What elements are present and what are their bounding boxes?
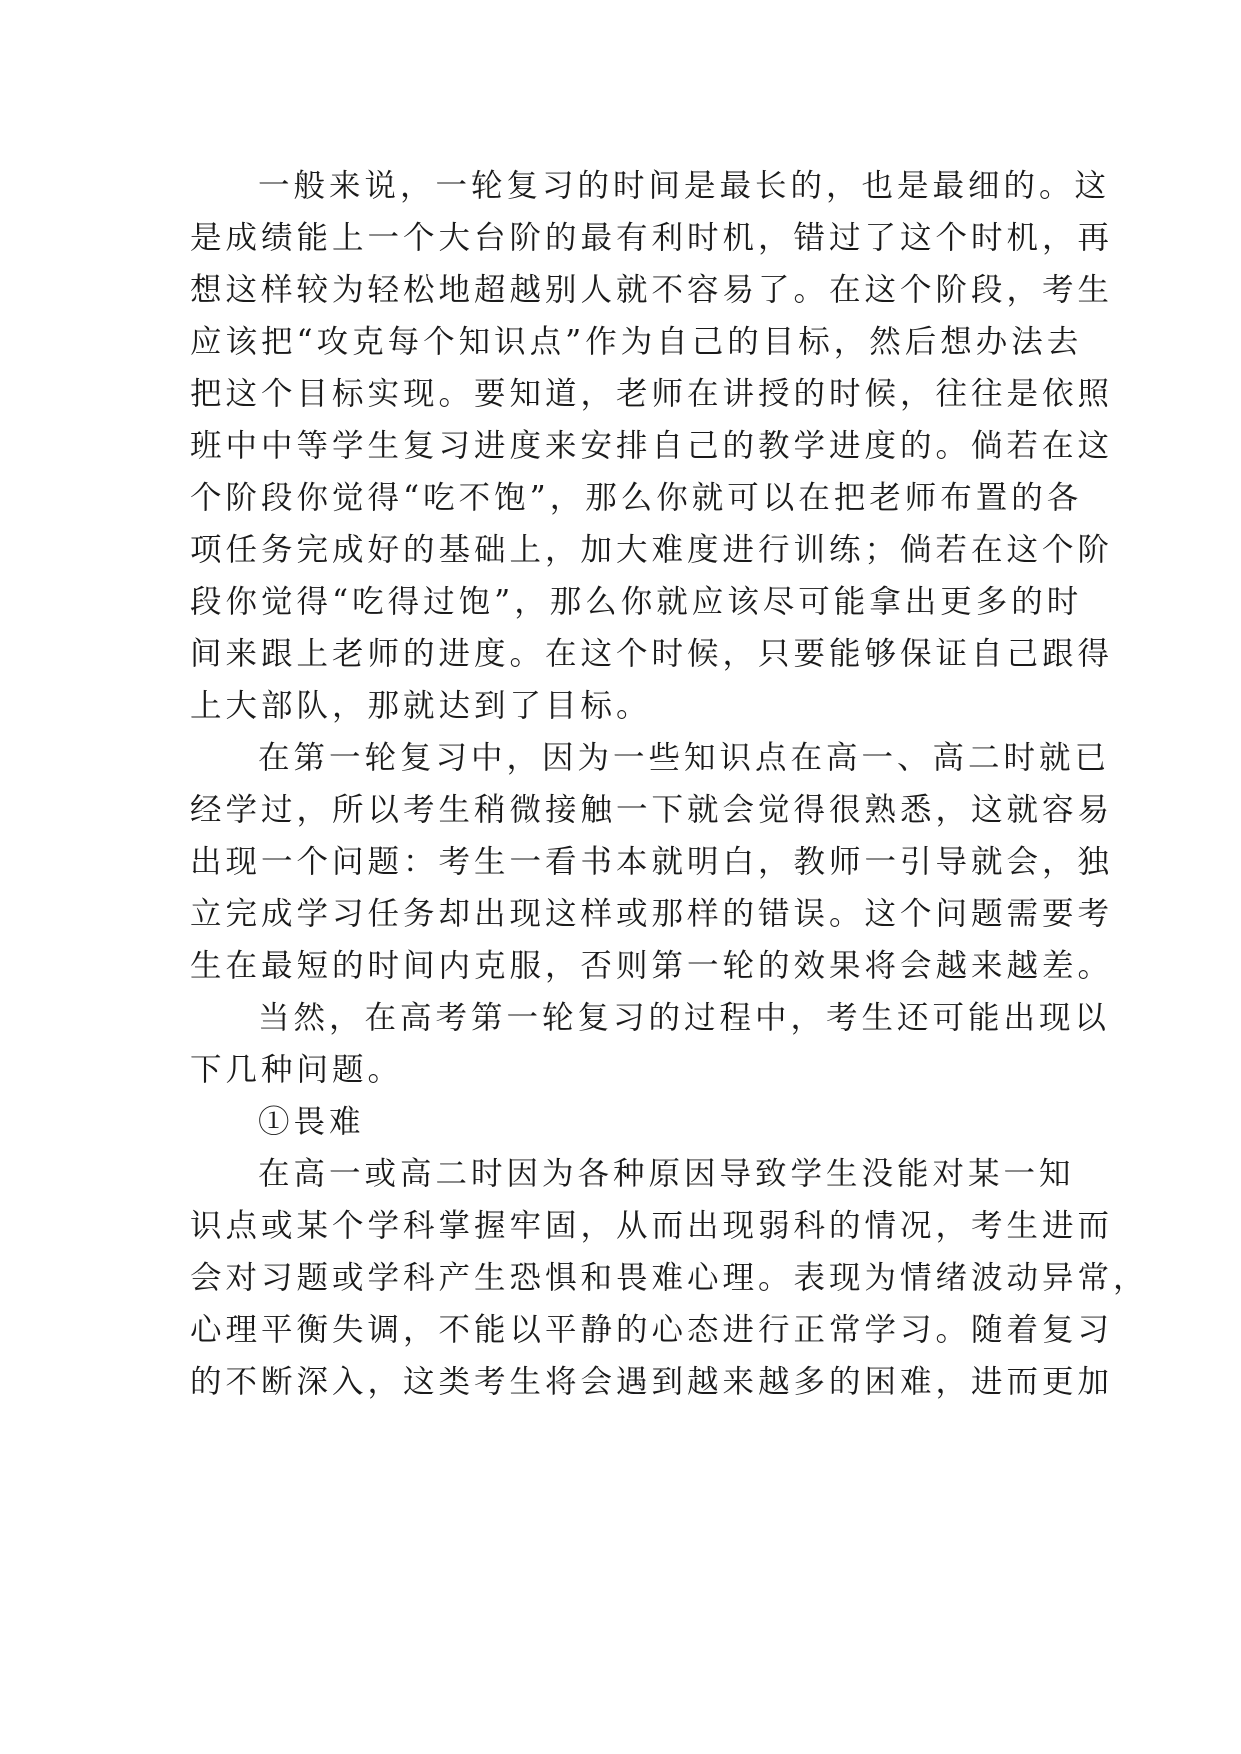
text-line: 经学过，所以考生稍微接触一下就会觉得很熟悉，这就容易 — [190, 792, 1114, 828]
text-line: 识点或某个学科掌握牢固，从而出现弱科的情况，考生进而 — [190, 1208, 1114, 1244]
body-text — [190, 160, 1149, 1408]
text-line: 上大部队，那就达到了目标。 — [190, 688, 652, 724]
text-line: 一般来说，一轮复习的时间是最长的，也是最细的。这 — [258, 168, 1111, 204]
text-line: 项任务完成好的基础上，加大难度进行训练；倘若在这个阶 — [190, 532, 1114, 568]
text-line: 想这样较为轻松地超越别人就不容易了。在这个阶段，考生 — [190, 272, 1114, 308]
text-line: 是成绩能上一个大台阶的最有利时机，错过了这个时机，再 — [190, 220, 1114, 256]
text-line: 段你觉得“吃得过饱”，那么你就应该尽可能拿出更多的时 — [190, 584, 1083, 620]
text-line: 应该把“攻克每个知识点”作为自己的目标，然后想办法去 — [190, 324, 1083, 360]
text-line: ①畏难 — [258, 1104, 365, 1140]
text-line: 会对习题或学科产生恐惧和畏难心理。表现为情绪波动异常， — [190, 1260, 1149, 1296]
text-line: 出现一个问题：考生一看书本就明白，教师一引导就会，独 — [190, 844, 1114, 880]
text-line: 班中中等学生复习进度来安排自己的教学进度的。倘若在这 — [190, 428, 1114, 464]
text-line: 当然，在高考第一轮复习的过程中，考生还可能出现以 — [258, 1000, 1111, 1036]
text-line: 的不断深入，这类考生将会遇到越来越多的困难，进而更加 — [190, 1364, 1114, 1400]
text-line: 在高一或高二时因为各种原因导致学生没能对某一知 — [258, 1156, 1075, 1192]
text-line: 生在最短的时间内克服，否则第一轮的效果将会越来越差。 — [190, 948, 1114, 984]
text-line: 把这个目标实现。要知道，老师在讲授的时候，往往是依照 — [190, 376, 1114, 412]
text-line: 在第一轮复习中，因为一些知识点在高一、高二时就已 — [258, 740, 1111, 776]
text-line: 心理平衡失调，不能以平静的心态进行正常学习。随着复习 — [190, 1312, 1114, 1348]
text-line: 间来跟上老师的进度。在这个时候，只要能够保证自己跟得 — [190, 636, 1114, 672]
text-line: 个阶段你觉得“吃不饱”，那么你就可以在把老师布置的各 — [190, 480, 1083, 516]
text-line: 下几种问题。 — [190, 1052, 404, 1088]
text-line: 立完成学习任务却出现这样或那样的错误。这个问题需要考 — [190, 896, 1114, 932]
